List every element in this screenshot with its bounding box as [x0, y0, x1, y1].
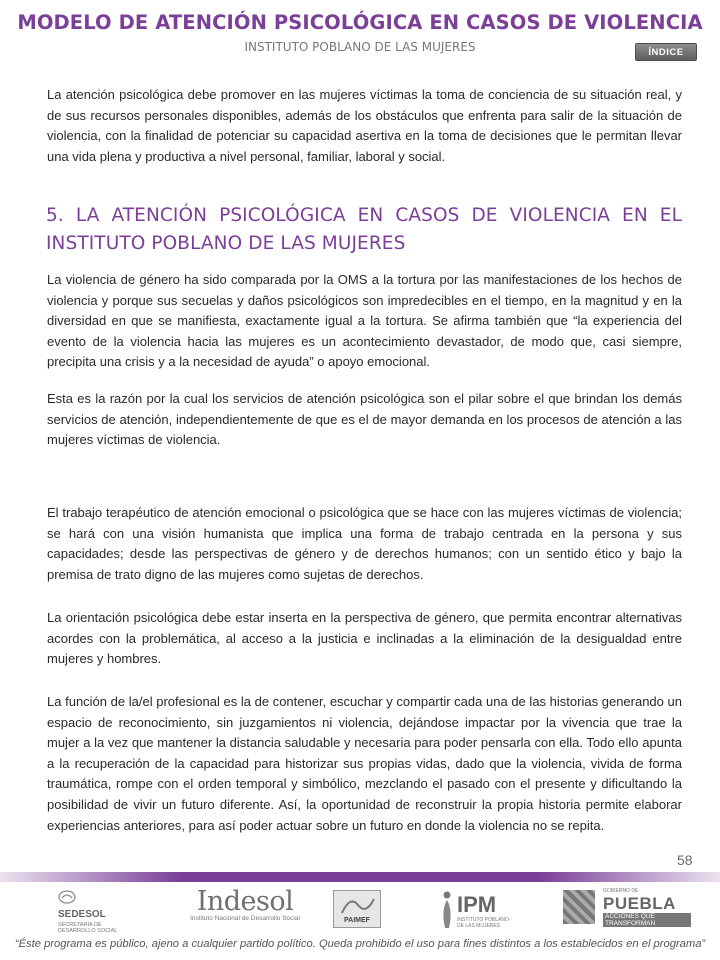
- intro-paragraph: La atención psicológica debe promover en las mujeres víctimas la toma de conciencia de su situación real, y de sus recursos personales disponibles, además de los obstáculos que enfrenta para salir de la situación de violencia, con la finalidad de potenciar su capacidad asertiva en la toma de decisiones que le permitan llevar una vida plena y productiva a nivel personal, familiar, laboral y social.: [47, 87, 682, 164]
- body-paragraph-2: Esta es la razón por la cual los servicios de atención psicológica son el pilar sobre el que brindan los demás servicios de atención, independientemente de que es el de mayor demanda en los procesos de atención a las mujeres víctimas de violencia.: [47, 391, 682, 448]
- ipm-logo: [435, 888, 515, 934]
- sedesol-logo: [58, 890, 138, 938]
- paimef-figure-icon: [334, 891, 380, 917]
- indesol-logo: [180, 886, 310, 936]
- puebla-logo-caption: ACCIONES QUE TRANSFORMAN: [603, 913, 691, 927]
- paimef-logo: [333, 890, 381, 928]
- page-number: 58: [677, 852, 693, 868]
- footer-disclaimer: “Éste programa es público, ajeno a cualquier partido político. Queda prohibido el uso para fines distintos a los establecidos en el programa”: [14, 938, 706, 950]
- puebla-emblem-icon: [563, 890, 595, 924]
- ipm-logo-caption: INSTITUTO POBLANO DE LAS MUJERES: [457, 917, 509, 929]
- eagle-emblem-icon: [58, 890, 76, 904]
- indesol-logo-caption: Instituto Nacional de Desarrollo Social: [190, 915, 300, 922]
- ipm-figure-icon: [439, 890, 455, 930]
- puebla-logo-top: GOBIERNO DE: [603, 888, 639, 894]
- footer-divider: [0, 872, 720, 882]
- document-subtitle: INSTITUTO POBLANO DE LAS MUJERES: [244, 40, 476, 54]
- body-paragraph-3: El trabajo terapéutico de atención emocional o psicológica que se hace con las mujeres víctimas de violencia; se hará con una visión humanista que implica una forma de trabajo centrada en la persona y sus capacidades; desde las perspectivas de género y de derechos humanos; con un sentido ético y bajo la premisa de trato digno de las mujeres como sujetas de derechos.: [47, 505, 682, 582]
- indesol-logo-name: Indesol: [196, 886, 294, 917]
- document-title: MODELO DE ATENCIÓN PSICOLÓGICA EN CASOS DE VIOLENCIA: [17, 11, 703, 34]
- section-heading: 5. LA ATENCIÓN PSICOLÓGICA EN CASOS DE VIOLENCIA EN EL INSTITUTO POBLANO DE LAS MUJERES: [46, 205, 682, 254]
- puebla-logo: [563, 888, 691, 934]
- sedesol-logo-name: SEDESOL: [58, 909, 106, 920]
- body-paragraph-5: La función de la/el profesional es la de contener, escuchar y compartir cada una de las historias generando un espacio de reconocimiento, sin juzgamientos ni violencia, dejándose impactar por la vivencia que trae la mujer a la vez que mantener la distancia saludable y necesaria para poder pensarla con ella. Todo ello apunta a la recuperación de la capacidad para historizar sus propias vidas, dado que la violencia, vivida de forma traumática, rompe con el orden temporal y simbólico, mezclando el pasado con el presente y dificultando la posibilidad de vivir un futuro diferente. Así, la oportunidad de reconstruir la propia historia permite elaborar experiencias anteriores, para así poder actuar sobre un futuro en donde la violencia no se repita.: [47, 694, 682, 833]
- puebla-logo-name: PUEBLA: [603, 894, 676, 913]
- body-paragraph-1: La violencia de género ha sido comparada por la OMS a la tortura por las manifestaciones de los hechos de violencia y porque sus secuelas y daños psicológicos son impredecibles en el tiempo, en la magnitud y en la diversidad en que se manifiesta, exactamente igual a la tortura. Se afirma también que “la experiencia del evento de la violencia hacia las mujeres es un acontecimiento devastador, de modo que, casi siempre, precipita una crisis y a la necesidad de ayuda” o apoyo emocional.: [47, 272, 682, 370]
- ipm-logo-name: IPM: [457, 892, 497, 917]
- index-button[interactable]: ÍNDICE: [635, 43, 697, 61]
- body-paragraph-4: La orientación psicológica debe estar inserta en la perspectiva de género, que permita encontrar alternativas acordes con la problemática, al acceso a la justicia e inclinadas a la eliminación de la desigualdad entre mujeres y hombres.: [47, 610, 682, 667]
- sedesol-logo-caption: SECRETARÍA DE DESARROLLO SOCIAL: [58, 922, 118, 934]
- paimef-logo-name: PAIMEF: [344, 917, 370, 924]
